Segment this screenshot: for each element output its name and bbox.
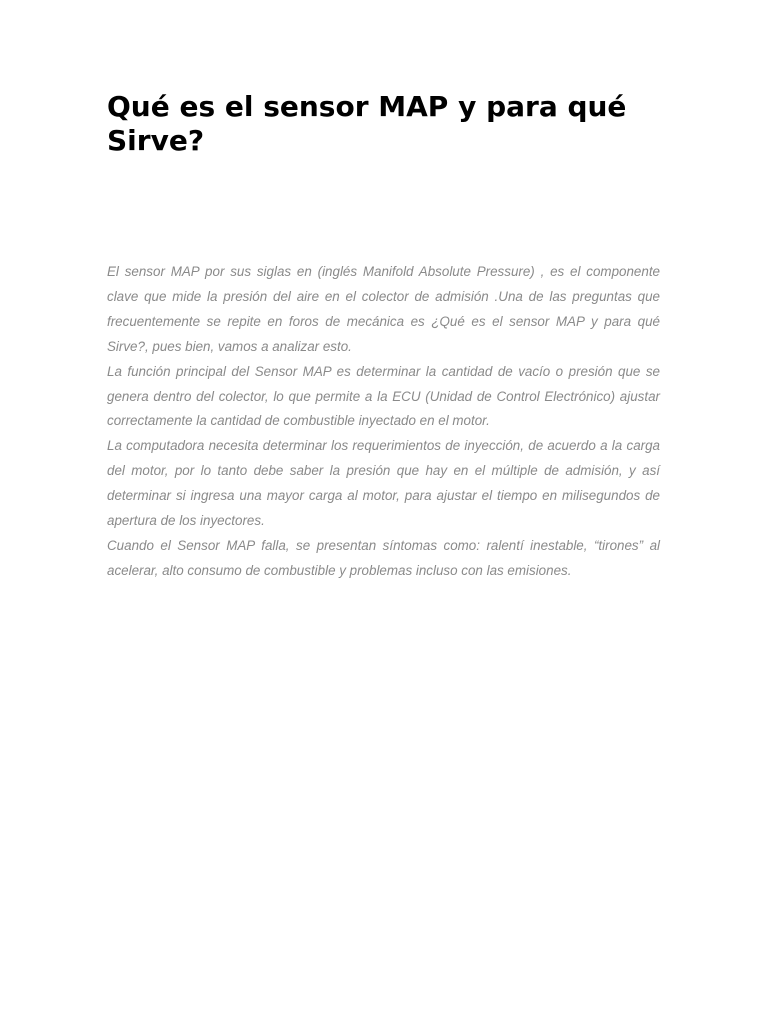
- paragraph-failure-symptoms: Cuando el Sensor MAP falla, se presentan síntomas como: ralentí inestable, “tirones” al acelerar, alto consumo de combustible y problemas incluso con las emisiones.: [107, 537, 660, 578]
- paragraph-intro: El sensor MAP por sus siglas en (inglés Manifold Absolute Pressure) , es el componente clave que mide la presión del aire en el colector de admisión .Una de las preguntas que frecuentemente se repite en foros de mecánica es ¿Qué es el sensor MAP y para qué Sirve?, pues bien, vamos a analizar esto.: [107, 264, 660, 354]
- paragraph-computer-requirements: La computadora necesita determinar los requerimientos de inyección, de acuerdo a la carga del motor, por lo tanto debe saber la presión que hay en el múltiple de admisión, y así determinar si ingresa una mayor carga al motor, para ajustar el tiempo en milisegundos de apertura de los inyectores.: [107, 438, 660, 529]
- paragraph-main-function: La función principal del Sensor MAP es determinar la cantidad de vacío o presión que se genera dentro del colector, lo que permite a la ECU (Unidad de Control Electrónico) ajustar correctamente la cantidad de combustible inyectado en el motor.: [107, 363, 660, 429]
- document-page: [107, 90, 660, 584]
- document-body: [107, 260, 660, 584]
- document-title: Qué es el sensor MAP y para qué Sirve?: [107, 90, 627, 157]
